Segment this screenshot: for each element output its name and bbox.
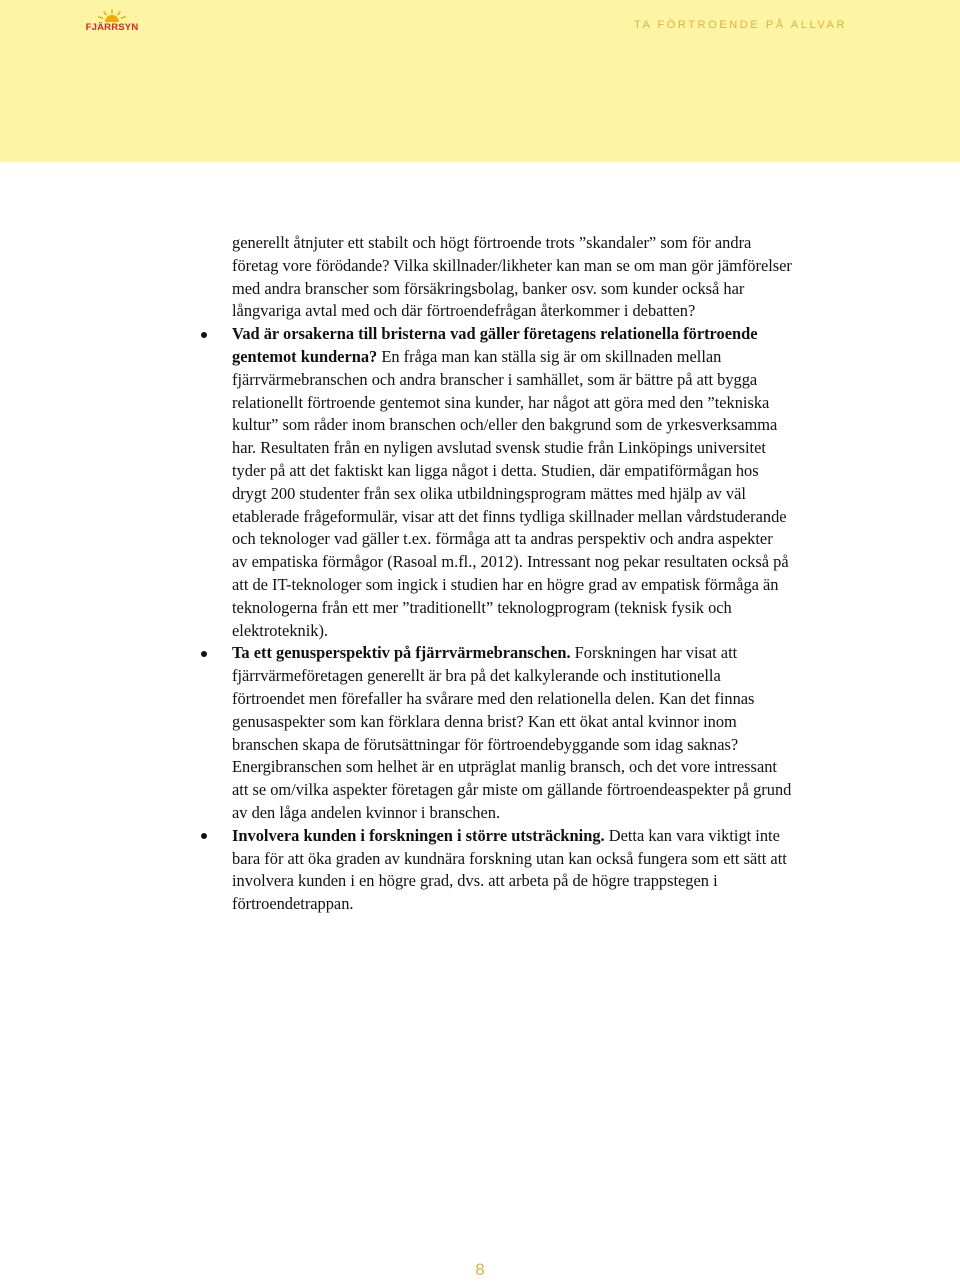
fjarrsyn-logo bbox=[84, 8, 140, 38]
bullet-list bbox=[232, 323, 792, 916]
header-tagline: TA FÖRTROENDE PÅ ALLVAR bbox=[633, 19, 847, 31]
bullet-lead: Vad är orsakerna till bristerna vad gäller företagens relationella förtroende gentemot kunderna? bbox=[232, 324, 758, 366]
bullet-text: Forskningen har visat att fjärrvärmeföretagen generellt är bra på det kalkylerande och institutionella förtroendet men förefaller ha svårare med den relationella delen. Kan det finnas genusaspekter som kan förklara denna brist? Kan ett ökat antal kvinnor inom branschen skapa de förutsättningar för förtroendebyggande som idag saknas? Energibranschen som helhet är en utpräglat manlig bransch, och det vore intressant att se om/vilka aspekter företagen går miste om gällande förtroendeaspekter på grund av den låga andelen kvinnor i branschen. bbox=[232, 643, 792, 822]
intro-paragraph: generellt åtnjuter ett stabilt och högt förtroende trots ”skandaler” som för andra företag vore förödande? Vilka skillnader/likheter kan man se om man gör jämförelser med andra branscher som försäkringsbolag, banker osv. som kunder också har långvariga avtal med och där förtroendefrågan återkommer i debatten? bbox=[232, 233, 792, 321]
bullet-item bbox=[232, 825, 792, 916]
body-text bbox=[232, 232, 792, 916]
bullet-item bbox=[232, 323, 792, 642]
bullet-icon bbox=[201, 332, 207, 338]
header-band bbox=[0, 0, 960, 162]
bullet-icon bbox=[201, 651, 207, 657]
bullet-text: En fråga man kan ställa sig är om skillnaden mellan fjärrvärmebranschen och andra branscher i samhället, som är bättre på att bygga relationellt förtroende gentemot sina kunder, har något att göra med den ”tekniska kultur” som råder inom branschen och/eller den bakgrund som de yrkesverksamma har. Resultaten från en nyligen avslutad svensk studie från Linköpings universitet tyder på att det faktiskt kan ligga något i detta. Studien, där empatiförmågan hos drygt 200 studenter från sex olika utbildningsprogram mättes med hjälp av väl etablerade frågeformulär, visar att det finns tydliga skillnader mellan vårdstuderande och teknologer vad gäller t.ex. förmåga att ta andras perspektiv och andra aspekter av empatiska förmågor (Rasoal m.fl., 2012). Intressant nog pekar resultaten också på att de IT-teknologer som ingick i studien har en högre grad av empatisk förmåga än teknologerna från ett mer ”traditionellt” teknologprogram (teknisk fysik och elektroteknik). bbox=[232, 346, 789, 640]
bullet-lead: Involvera kunden i forskningen i större utsträckning. bbox=[232, 825, 605, 845]
bullet-text: Detta kan vara viktigt inte bara för att öka graden av kundnära forskning utan kan också fungera som ett sätt att involvera kunden i en högre grad, dvs. att arbeta på de högre trappstegen i förtroendetrappan. bbox=[232, 825, 787, 914]
page-number: 8 bbox=[475, 1260, 485, 1279]
logo-text: FJÄRRSYN bbox=[85, 22, 139, 33]
bullet-lead: Ta ett genusperspektiv på fjärrvärmebranschen. bbox=[232, 643, 571, 663]
bullet-icon bbox=[201, 833, 207, 839]
bullet-item bbox=[232, 642, 792, 824]
